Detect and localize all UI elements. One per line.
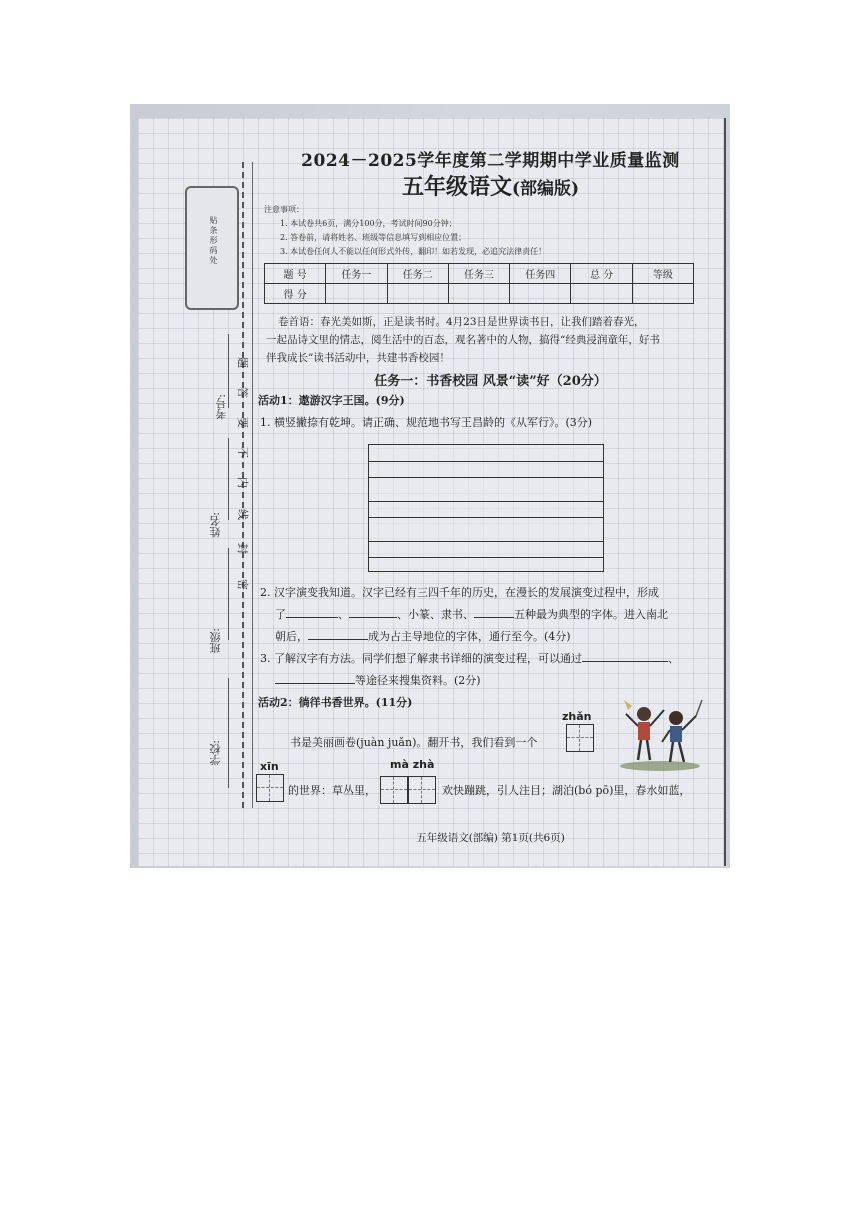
class-line [228,548,229,640]
answer-blank[interactable] [275,683,355,684]
activity2-title: 活动2：徜徉书香世界。(11分) [258,696,413,709]
writing-line [369,501,603,502]
page-footer: 五年级语文(部编) 第1页(共6页) [416,832,565,844]
score-cell[interactable] [510,284,571,304]
children-playing-illustration [614,696,706,772]
seal-char: 不 [237,445,249,459]
seal-char: 线 [237,507,249,521]
seal-char: 密 [237,577,249,591]
school-line [228,678,229,788]
class-label: 班级: [209,628,222,654]
task1-title: 任务一：书香校园 风景“读”好（20分） [374,374,607,389]
character-box[interactable] [256,774,284,802]
writing-line [369,461,603,462]
name-line [228,438,229,520]
activity1-title: 活动1：遨游汉字王国。(9分) [258,394,405,407]
exam-subject-title [258,170,723,201]
score-cell[interactable] [326,284,387,304]
character-box[interactable] [566,724,594,752]
score-table-score-row [265,284,694,304]
score-row-label: 得 分 [265,284,326,304]
name-label: 姓名: [209,512,222,538]
preface-line: 伴我成长”读书活动中，共建书香校园！ [266,352,450,364]
score-header-cell: 总 分 [571,264,632,284]
answer-blank[interactable] [286,617,338,618]
exam-sheet [138,118,726,866]
binding-solid-line [252,162,253,808]
question2-line3 [275,628,571,644]
school-label: 学校: [209,740,222,766]
answer-blank[interactable] [349,617,397,618]
seal-char: 封 [237,541,249,555]
photo-frame [130,104,730,868]
q2-text: 五种最为典型的字体。进入南北 [514,608,668,621]
exam-no-label: 考号: [215,394,228,420]
notice-heading: 注意事项： [264,205,304,214]
question2-line1: 2. 汉字演变我知道。汉字已经有三四千年的历史，在漫长的发展演变过程中，形成 [260,586,659,599]
score-header-cell: 任务三 [448,264,509,284]
para-text: 的世界：草丛里， [288,784,376,797]
barcode-label: 贴条形码处 [209,216,218,266]
question3-line2 [275,672,481,688]
answer-blank[interactable] [308,639,368,640]
paragraph-line1: 书是美丽画卷(juàn juǎn)。翻开书，我们看到一个 [290,736,538,749]
q2-text: 、小篆、隶书、 [397,608,474,621]
score-header-cell: 题 号 [265,264,326,284]
score-header-cell: 等级 [632,264,693,284]
pinyin-label: mà zhà [390,758,435,771]
exam-title: 2024－2025学年度第二学期期中学业质量监测 [301,151,680,171]
writing-line [369,541,603,542]
barcode-area [185,186,239,310]
seal-char: 内 [237,475,249,489]
exam-no-line [228,334,229,408]
para-text: 欢快蹦跳，引人注目；湖泊(bó pō)里，春水如蓝， [442,784,691,797]
preface-line: 一起品诗文里的情志，阅生活中的百态，观名著中的人物，搞得“经典浸润童年，好书 [266,334,660,346]
q3-text: 、 [668,652,679,665]
preface-line: 卷首语：春光美如斯，正是读书时。4月23日是世界读书日，让我们踏着春光， [278,316,645,328]
score-cell[interactable] [448,284,509,304]
paragraph-line2 [288,782,690,798]
question2-line2 [275,606,668,622]
subject-name: 五年级语文 [401,174,512,200]
score-header-cell: 任务二 [387,264,448,284]
writing-line [369,517,603,518]
seal-char: 要 [237,415,249,429]
writing-line [369,557,603,558]
notice-item: 2. 答卷前，请将姓名、班级等信息填写到相应位置； [280,233,467,242]
q3-text: 等途径来搜集资料。(2分) [355,674,481,687]
notice-item: 3. 本试卷任何人不能以任何形式外传，翻印！如若发现，必追究法律责任！ [280,247,547,256]
writing-line [369,477,603,478]
poem-writing-box[interactable] [368,444,604,572]
notice-item: 1. 本试卷共6页，满分100分，考试时间90分钟； [280,219,457,228]
score-header-cell: 任务一 [326,264,387,284]
score-cell[interactable] [632,284,693,304]
q3-text: 3. 了解汉字有方法。同学们想了解隶书详细的演变过程，可以通过 [260,652,582,665]
question1: 1. 横竖撇捺有乾坤。请正确、规范地书写王昌龄的《从军行》。(3分) [260,416,593,429]
pinyin-label: xīn [260,760,279,773]
q2-text: 朝后， [275,630,308,643]
pinyin-label: zhǎn [562,710,592,723]
seal-char: 答 [237,385,249,399]
answer-blank[interactable] [582,661,668,662]
score-cell[interactable] [571,284,632,304]
score-table-header-row [265,264,694,284]
score-header-cell: 任务四 [510,264,571,284]
question3-line1 [260,650,679,666]
q2-text: 了 [275,608,286,621]
q2-text: 成为占主导地位的字体，通行至今。(4分) [368,630,571,643]
seal-char: 题 [237,355,249,369]
q2-text: 、 [338,608,349,621]
subject-edition: (部编版) [511,179,580,199]
score-cell[interactable] [387,284,448,304]
answer-blank[interactable] [474,617,514,618]
score-table [264,263,694,304]
